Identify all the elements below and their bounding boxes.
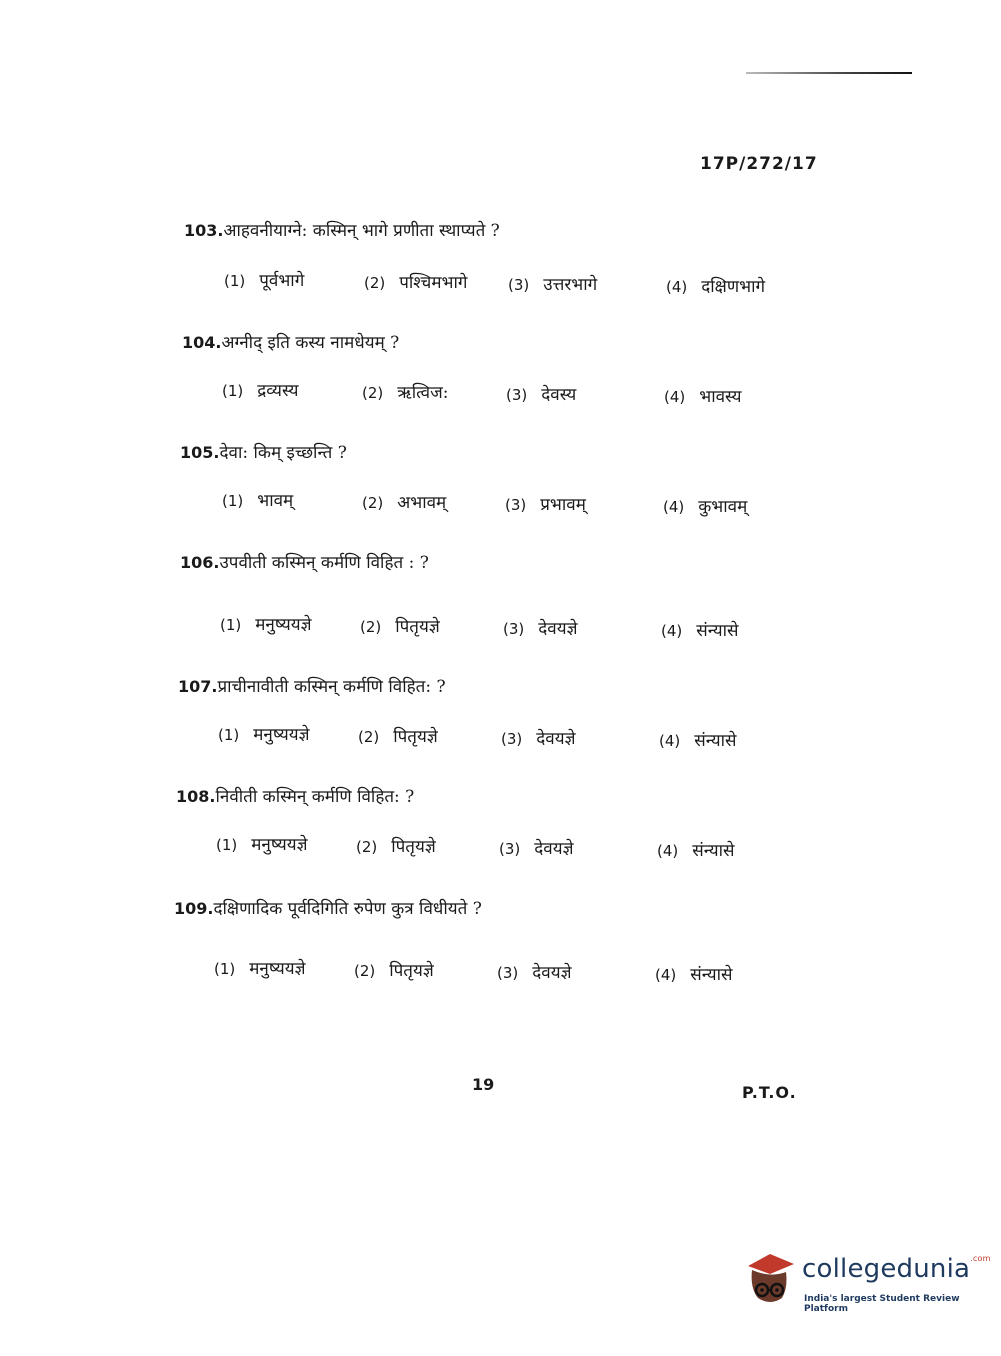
option-3 xyxy=(497,960,572,983)
option-text: अभावम् xyxy=(397,493,447,513)
question-106 xyxy=(0,550,1001,640)
option-2 xyxy=(362,490,446,513)
option-text: संन्यासे xyxy=(694,731,737,751)
page-number: 19 xyxy=(472,1075,495,1094)
option-4 xyxy=(655,962,733,985)
option-1 xyxy=(220,612,312,635)
option-3 xyxy=(501,726,576,749)
option-text: देवयज्ञे xyxy=(536,729,576,749)
question-105 xyxy=(0,440,1001,530)
question-text: उपवीती कस्मिन् कर्मणि विहित : ? xyxy=(219,553,429,573)
option-number: (2) xyxy=(362,494,384,512)
option-text: प्रभावम् xyxy=(540,495,586,515)
question-text: निवीती कस्मिन् कर्मणि विहित: ? xyxy=(215,787,415,807)
question-number: 103. xyxy=(184,221,224,240)
question-number: 105. xyxy=(180,443,220,462)
question-number: 104. xyxy=(182,333,222,352)
option-1 xyxy=(218,722,310,745)
option-number: (2) xyxy=(356,838,378,856)
option-text: ऋत्विज: xyxy=(397,383,449,403)
question-text: अग्नीद् इति कस्य नामधेयम् ? xyxy=(221,333,400,353)
brand-name xyxy=(802,1254,991,1284)
option-3 xyxy=(506,382,576,405)
option-number: (2) xyxy=(360,618,382,636)
option-number: (3) xyxy=(503,620,525,638)
question-stem xyxy=(184,218,500,241)
option-text: पितृयज्ञे xyxy=(389,961,434,981)
option-4 xyxy=(661,618,739,641)
option-4 xyxy=(657,838,735,861)
option-number: (4) xyxy=(655,966,677,984)
option-text: पितृयज्ञे xyxy=(391,837,436,857)
option-text: संन्यासे xyxy=(696,621,739,641)
question-109 xyxy=(0,896,1001,986)
option-text: पितृयज्ञे xyxy=(393,727,438,747)
question-stem xyxy=(176,784,414,807)
brand-suffix: .com xyxy=(970,1254,991,1263)
option-number: (2) xyxy=(364,274,386,292)
option-text: संन्यासे xyxy=(690,965,733,985)
collegedunia-watermark xyxy=(740,1248,991,1318)
option-number: (1) xyxy=(222,382,244,400)
option-3 xyxy=(503,616,578,639)
question-103 xyxy=(0,218,1001,308)
option-number: (1) xyxy=(220,616,242,634)
option-text: पश्चिमभागे xyxy=(399,273,468,293)
option-text: दक्षिणभागे xyxy=(701,277,766,297)
question-number: 107. xyxy=(178,677,218,696)
option-number: (4) xyxy=(659,732,681,750)
option-number: (3) xyxy=(497,964,519,982)
question-number: 108. xyxy=(176,787,216,806)
option-number: (4) xyxy=(664,388,686,406)
option-4 xyxy=(663,494,747,517)
option-text: देवस्य xyxy=(541,385,577,405)
option-text: मनुष्ययज्ञे xyxy=(249,959,306,979)
mascot-icon xyxy=(740,1248,800,1312)
option-number: (3) xyxy=(505,496,527,514)
option-number: (2) xyxy=(358,728,380,746)
question-text: प्राचीनावीती कस्मिन् कर्मणि विहित: ? xyxy=(217,677,446,697)
brand-name-text: collegedunia xyxy=(802,1254,971,1284)
option-4 xyxy=(666,274,765,297)
option-text: भावस्य xyxy=(699,387,742,407)
option-text: देवयज्ञे xyxy=(532,963,572,983)
question-stem xyxy=(180,550,429,573)
question-text: देवा: किम् इच्छन्ति ? xyxy=(219,443,347,463)
option-text: मनुष्ययज्ञे xyxy=(253,725,310,745)
option-text: पूर्वभागे xyxy=(259,271,305,291)
option-text: मनुष्ययज्ञे xyxy=(251,835,308,855)
option-4 xyxy=(659,728,737,751)
option-2 xyxy=(354,958,434,981)
option-text: संन्यासे xyxy=(692,841,735,861)
option-3 xyxy=(505,492,586,515)
option-number: (4) xyxy=(666,278,688,296)
question-stem xyxy=(180,440,347,463)
option-2 xyxy=(360,614,440,637)
option-1 xyxy=(214,956,306,979)
option-number: (3) xyxy=(501,730,523,748)
option-number: (4) xyxy=(663,498,685,516)
option-text: देवयज्ञे xyxy=(538,619,578,639)
option-number: (2) xyxy=(354,962,376,980)
question-text: आहवनीयाग्ने: कस्मिन् भागे प्रणीता स्थाप्यते ? xyxy=(223,221,500,241)
option-number: (3) xyxy=(508,276,530,294)
option-number: (4) xyxy=(657,842,679,860)
question-stem xyxy=(178,674,446,697)
option-text: भावम् xyxy=(257,491,294,511)
option-number: (3) xyxy=(506,386,528,404)
question-stem xyxy=(174,896,482,919)
option-2 xyxy=(356,834,436,857)
brand-tagline: India's largest Student Review Platform xyxy=(804,1294,960,1314)
option-1 xyxy=(224,268,304,291)
option-1 xyxy=(222,488,293,511)
option-number: (1) xyxy=(214,960,236,978)
option-text: उत्तरभागे xyxy=(543,275,598,295)
option-text: मनुष्ययज्ञे xyxy=(255,615,312,635)
question-number: 109. xyxy=(174,899,214,918)
option-text: कुभावम् xyxy=(698,497,748,517)
question-number: 106. xyxy=(180,553,220,572)
option-number: (1) xyxy=(222,492,244,510)
option-text: पितृयज्ञे xyxy=(395,617,440,637)
option-4 xyxy=(664,384,742,407)
option-text: देवयज्ञे xyxy=(534,839,574,859)
pto-label: P.T.O. xyxy=(742,1083,797,1102)
option-number: (1) xyxy=(224,272,246,290)
option-number: (3) xyxy=(499,840,521,858)
option-3 xyxy=(508,272,597,295)
option-number: (1) xyxy=(218,726,240,744)
option-text: द्रव्यस्य xyxy=(257,381,299,401)
top-rule xyxy=(746,72,912,74)
option-2 xyxy=(358,724,438,747)
question-108 xyxy=(0,784,1001,874)
question-104 xyxy=(0,330,1001,420)
paper-code: 17P/272/17 xyxy=(700,154,818,174)
option-2 xyxy=(364,270,467,293)
option-number: (4) xyxy=(661,622,683,640)
option-number: (1) xyxy=(216,836,238,854)
option-1 xyxy=(216,832,308,855)
option-1 xyxy=(222,378,298,401)
question-stem xyxy=(182,330,399,353)
option-3 xyxy=(499,836,574,859)
option-number: (2) xyxy=(362,384,384,402)
question-107 xyxy=(0,674,1001,764)
question-text: दक्षिणादिक पूर्वदिगिति रुपेण कुत्र विधीयते ? xyxy=(213,899,482,919)
option-2 xyxy=(362,380,448,403)
